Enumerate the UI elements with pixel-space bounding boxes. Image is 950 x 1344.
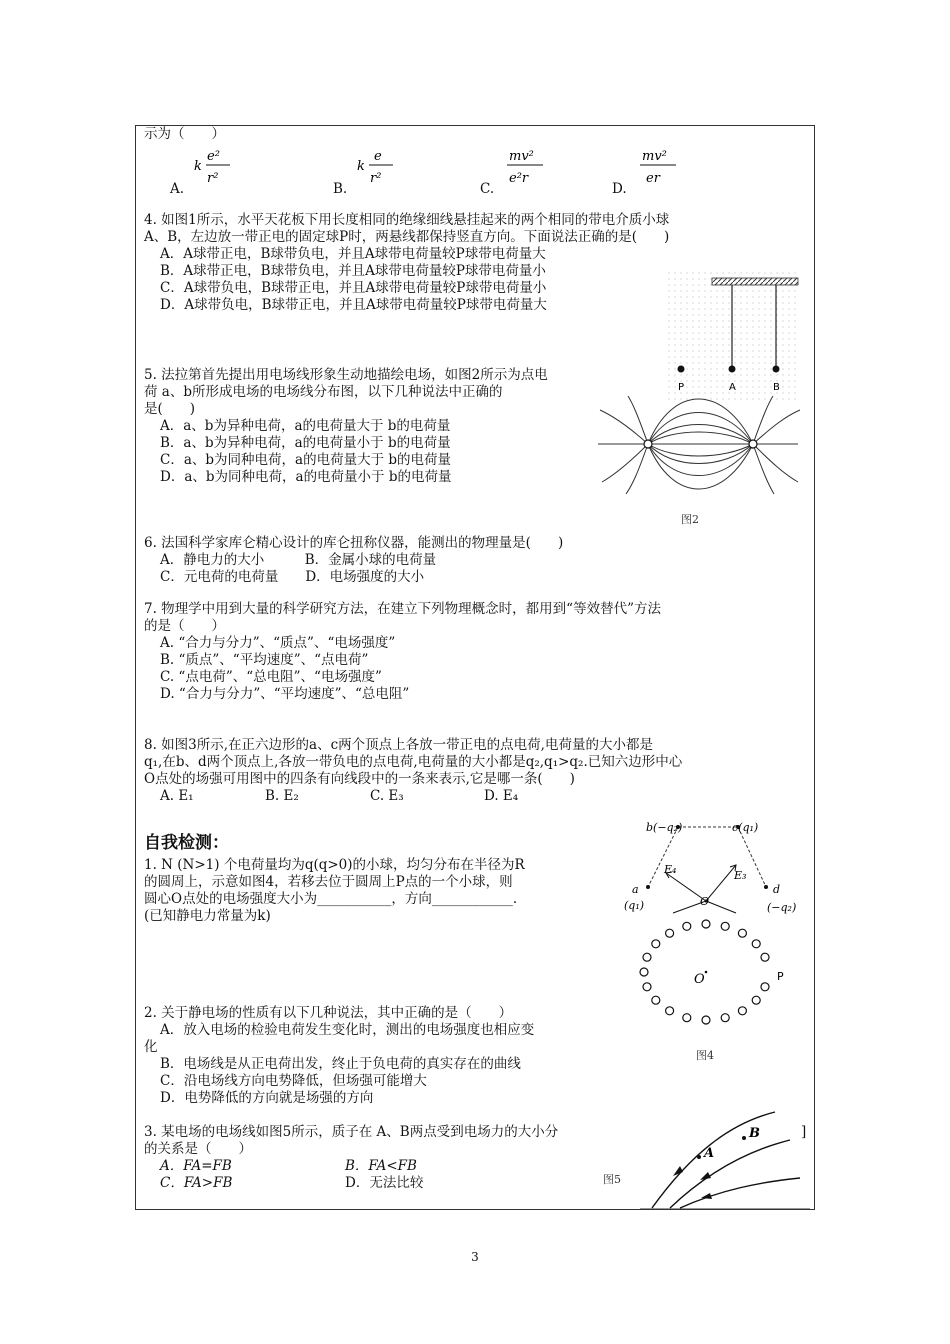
q3-option-b-k: k (357, 159, 365, 174)
q3-option-d-label: D. (612, 181, 627, 197)
ring-charge (683, 922, 691, 930)
figure-1-hanging-balls (668, 272, 800, 400)
fig5-label-b: B (749, 1126, 760, 1141)
fig3-label-aq: (q₁) (624, 899, 645, 912)
fig3-label-e4: E₄ (664, 863, 677, 876)
figure-4-caption: 图4 (696, 1049, 714, 1062)
q5-line3: 是( ) (144, 401, 196, 417)
q3-option-d-num: mv² (642, 149, 667, 164)
figure-5-caption: 图5 (603, 1173, 621, 1186)
st-q3-option-a: A．FA=FB (160, 1158, 232, 1174)
st-q1-line1: 1. N (N>1) 个电荷量均为q(q>0)的小球，均匀分布在半径为R (144, 857, 525, 873)
ring-charge (752, 996, 760, 1004)
q3-option-c-den: e²r (509, 171, 529, 186)
ring-charge (702, 920, 710, 928)
q5-option-d: D．a、b为同种电荷，a的电荷量小于 b的电荷量 (160, 469, 452, 485)
q5-option-a: A．a、b为异种电荷，a的电荷量大于 b的电荷量 (160, 418, 451, 434)
fig4-label-p: P (777, 970, 784, 983)
ring-charge (721, 1014, 729, 1022)
q3-option-c-formula (505, 140, 565, 195)
fig3-label-o: O (700, 895, 710, 908)
q4-option-d: D．A球带负电，B球带正电，并且A球带电荷量较P球带电荷量大 (160, 297, 547, 313)
fig3-label-c: c(q₁) (732, 821, 759, 834)
self-test-heading: 自我检测： (144, 833, 229, 853)
page-number: 3 (471, 1250, 479, 1264)
st-q3-option-b: B．FA<FB (345, 1158, 417, 1174)
q3-option-a-k: k (194, 159, 202, 174)
q5-option-b: B．a、b为异种电荷，a的电荷量小于 b的电荷量 (160, 435, 451, 451)
q4-option-a: A．A球带正电，B球带负电，并且A球带电荷量较P球带电荷量大 (160, 246, 546, 262)
ball-a (729, 366, 736, 373)
q8-line1: 8. 如图3所示,在正六边形的a、c两个顶点上各放一带正电的点电荷,电荷量的大小都是 (144, 737, 653, 753)
ring-charge (666, 1007, 674, 1015)
fig3-label-e3: E₃ (734, 869, 747, 882)
st-q2-option-c: C．沿电场线方向电势降低，但场强可能增大 (160, 1073, 427, 1089)
ring-charge (652, 996, 660, 1004)
q3-option-b-label: B. (333, 181, 348, 197)
ring-charge (683, 1014, 691, 1022)
fig4-label-o: O (694, 972, 705, 987)
fig1-label-b: B (773, 382, 780, 393)
fig3-label-d: d (773, 883, 781, 896)
q3-option-a-formula (192, 140, 252, 195)
ring-charge (738, 929, 746, 937)
q8-option-b: B. E₂ (265, 788, 299, 804)
q4-line1: 4. 如图1所示，水平天花板下用长度相同的绝缘细线悬挂起来的两个相同的带电介质小球 (144, 212, 670, 228)
ring-charge (702, 1016, 710, 1024)
fig1-label-p: P (678, 382, 685, 393)
q7-option-c: C. “点电荷”、“总电阻”、“电场强度” (160, 669, 382, 685)
fig1-label-a: A (729, 382, 736, 393)
st-q2-option-a-line2: 化 (144, 1039, 158, 1055)
q8-option-d: D. E₄ (484, 788, 519, 804)
st-q2-option-d: D．电势降低的方向就是场强的方向 (160, 1090, 374, 1106)
ball-b (773, 366, 780, 373)
figure-2-field-lines (598, 396, 803, 496)
st-q3-option-c: C．FA>FB (160, 1175, 233, 1191)
ring-charge (666, 929, 674, 937)
figure-2-caption: 图2 (681, 513, 699, 526)
figure-5-field-lines (640, 1110, 810, 1210)
q8-line2: q₁,在b、d两个顶点上,各放一带负电的点电荷,电荷量的大小都是q₂,q₁>q₂.已知六边形中心 (144, 754, 683, 770)
st-q3-line2: 的关系是（ ） (144, 1141, 252, 1157)
q5-line1: 5. 法拉第首先提出用电场线形象生动地描绘电场，如图2所示为点电 (144, 367, 548, 383)
q7-line2: 的是（ ） (144, 618, 225, 634)
q3-option-d-den: er (646, 171, 660, 186)
ring-charge (761, 953, 769, 961)
ring-charge (721, 922, 729, 930)
q7-option-a: A. “合力与分力”、“质点”、“电场强度” (160, 635, 396, 651)
charge-a (644, 440, 652, 448)
ring-charge (652, 940, 660, 948)
st-q3-line1-end: ] (801, 1124, 807, 1140)
fig3-label-b: b(−q₂) (646, 821, 683, 834)
fig3-label-a: a (632, 883, 639, 896)
q3-option-c-label: C. (480, 181, 495, 197)
st-q2-option-b: B．电场线是从正电荷出发，终止于负电荷的真实存在的曲线 (160, 1056, 521, 1072)
fig5-label-a: A (704, 1146, 715, 1161)
q3-option-b-formula (355, 140, 415, 195)
st-q1-line2: 的圆周上，示意如图4，若移去位于圆周上P点的一个小球，则 (144, 874, 513, 890)
q7-option-d: D. “合力与分力”、“平均速度”、“总电阻” (160, 686, 410, 702)
ring-charge (761, 983, 769, 991)
ring-charge (640, 968, 648, 976)
q4-option-b: B．A球带正电，B球带负电，并且A球带电荷量较P球带电荷量小 (160, 263, 546, 279)
ball-p (678, 366, 685, 373)
q7-line1: 7. 物理学中用到大量的科学研究方法，在建立下列物理概念时，都用到“等效替代”方法 (144, 601, 661, 617)
q6-options-row2: C．元电荷的电荷量 D．电场强度的大小 (160, 569, 425, 585)
q3-option-b-den: r² (370, 171, 382, 186)
q7-option-b: B. “质点”、“平均速度”、“点电荷” (160, 652, 369, 668)
st-q1-line4: (已知静电力常量为k) (144, 908, 271, 924)
q3-option-a-num: e² (207, 149, 220, 164)
ring-charge (752, 940, 760, 948)
ring-charge (643, 953, 651, 961)
q3-option-b-num: e (374, 149, 382, 164)
st-q2-option-a-line1: A．放入电场的检验电荷发生变化时，测出的电场强度也相应变 (160, 1022, 535, 1038)
charge-b (749, 440, 757, 448)
q3-option-c-num: mv² (509, 149, 534, 164)
figure-4-charge-ring (634, 918, 794, 1033)
fig3-label-dq: (−q₂) (767, 901, 797, 914)
ring-charge (738, 1007, 746, 1015)
st-q3-line1: 3. 某电场的电场线如图5所示，质子在 A、B两点受到电场力的大小分 (144, 1124, 559, 1140)
q3-option-a-den: r² (207, 171, 219, 186)
q8-option-a: A. E₁ (160, 788, 194, 804)
q8-option-c: C. E₃ (370, 788, 404, 804)
q5-line2: 荷 a、b所形成电场的电场线分布图，以下几种说法中正确的 (144, 384, 503, 400)
q5-option-c: C．a、b为同种电荷，a的电荷量大于 b的电荷量 (160, 452, 452, 468)
st-q1-line3: 圆心O点处的电场强度大小为___________，方向____________. (144, 891, 518, 907)
q4-option-c: C．A球带负电，B球带正电，并且A球带电荷量较P球带电荷量小 (160, 280, 547, 296)
ring-charge (643, 983, 651, 991)
q3-option-a-label: A. (170, 181, 185, 197)
q4-line2: A、B，左边放一带正电的固定球P时，两悬线都保持竖直方向。下面说法正确的是( ) (144, 229, 670, 245)
q6-stem: 6. 法国科学家库仑精心设计的库仑扭称仪器，能测出的物理量是( ) (144, 535, 564, 551)
st-q3-option-d: D．无法比较 (345, 1175, 424, 1191)
q8-line3: O点处的场强可用图中的四条有向线段中的一条来表示,它是哪一条( ) (144, 771, 575, 787)
q3-stem-tail: 示为（ ） (144, 126, 225, 142)
figure-3-hexagon (618, 815, 803, 915)
q6-options-row1: A．静电力的大小 B．金属小球的电荷量 (160, 552, 437, 568)
st-q2-stem: 2. 关于静电场的性质有以下几种说法，其中正确的是（ ） (144, 1005, 513, 1021)
q3-option-d-formula (638, 140, 698, 195)
